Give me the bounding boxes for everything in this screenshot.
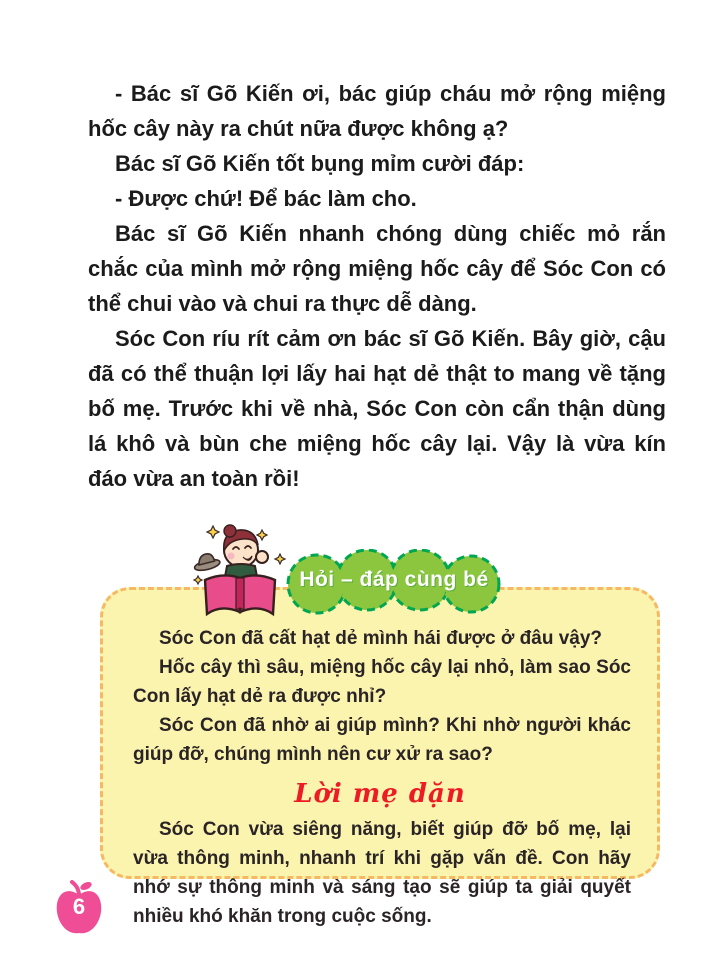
story-paragraph: Bác sĩ Gõ Kiến nhanh chóng dùng chiếc mỏ rắn chắc của mình mở rộng miệng hốc cây để Sóc Con có thể chui vào và chui ra thực dễ dàng. [88, 221, 666, 316]
reading-child-icon [183, 518, 297, 628]
qa-badge-label: Hỏi – đáp cùng bé [299, 568, 489, 591]
book-icon [205, 575, 275, 614]
hat-icon [192, 551, 221, 572]
story-paragraph: Bác sĩ Gõ Kiến tốt bụng mỉm cười đáp: [115, 151, 525, 176]
moms-advice-text: Sóc Con vừa siêng năng, biết giúp đỡ bố mẹ, lại vừa thông minh, nhanh trí khi gặp vấn đề. Con hãy nhớ sự thông minh và sáng tạo sẽ giúp ta giải quyết nhiều khó khăn trong cuộc sống. [133, 819, 631, 927]
reading-child-drawing [183, 518, 297, 628]
question-item: Sóc Con đã cất hạt dẻ mình hái được ở đâu vậy? [159, 628, 603, 649]
qa-badge [283, 549, 505, 619]
story-paragraph: - Được chứ! Để bác làm cho. [115, 186, 417, 211]
story-paragraph: - Bác sĩ Gõ Kiến ơi, bác giúp cháu mở rộng miệng hốc cây này ra chút nữa được không ạ? [88, 81, 666, 141]
question-item: Hốc cây thì sâu, miệng hốc cây lại nhỏ, làm sao Sóc Con lấy hạt dẻ ra được nhỉ? [133, 657, 631, 707]
qa-box [100, 587, 660, 927]
story-text [88, 76, 666, 496]
moms-advice-title: Lời mẹ dặn [294, 779, 466, 809]
story-paragraph: Sóc Con ríu rít cảm ơn bác sĩ Gõ Kiến. Bây giờ, cậu đã có thể thuận lợi lấy hai hạt dẻ thật to mang về tặng bố mẹ. Trước khi về nhà, Sóc Con còn cẩn thận dùng lá khô và bùn che miệng hốc cây lại. Vậy là vừa kín đáo vừa an toàn rồi! [88, 326, 666, 491]
page-number: 6 [72, 894, 86, 919]
question-item: Sóc Con đã nhờ ai giúp mình? Khi nhờ người khác giúp đỡ, chúng mình nên cư xử ra sao? [133, 715, 631, 765]
apple-page-marker [50, 878, 108, 940]
question-list [133, 624, 631, 769]
